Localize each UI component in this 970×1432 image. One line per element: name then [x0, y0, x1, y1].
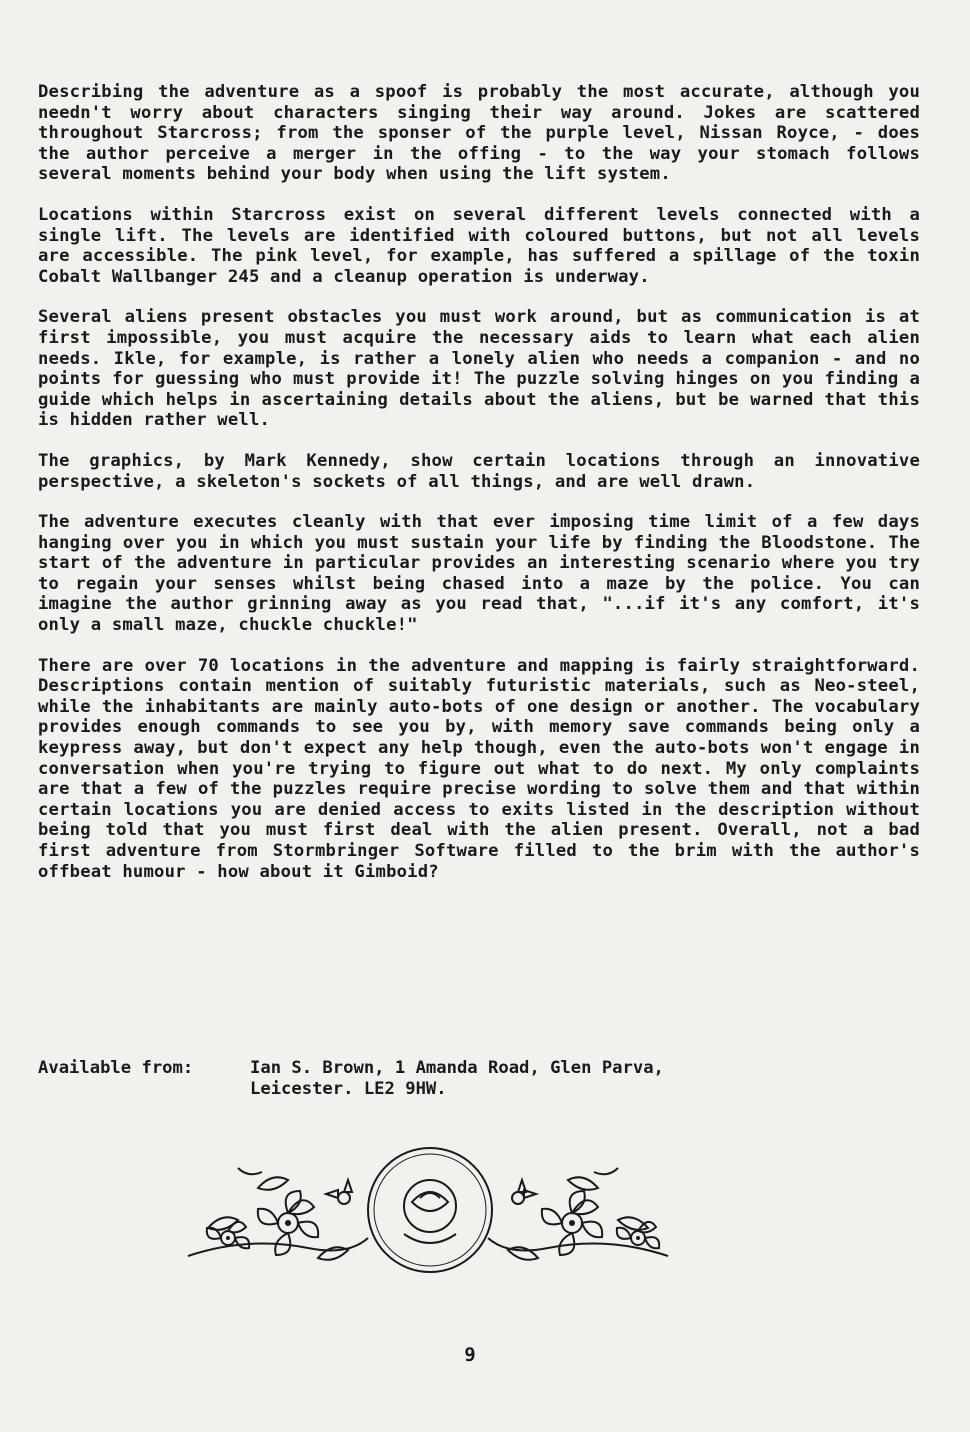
article-body [38, 82, 920, 902]
paragraph-graphics: The graphics, by Mark Kennedy, show certain locations through an innovative perspective, a skeleton's sockets of all things, and are well drawn. [38, 450, 920, 492]
page-number: 9 [464, 1344, 476, 1366]
paragraph-mapping: There are over 70 locations in the adventure and mapping is fairly straightforward. Descriptions contain mention of suitably futuristic materials, such as Neo-steel, while the inhabitants are mainly auto-bots of one design or another. The vocabulary provides enough commands to see you by, with memory save commands being only a keypress away, but don't expect any help though, even the auto-bots won't engage in conversation when you're trying to figure out what to do next. My only complaints are that a few of the puzzles require precise wording to solve them and that within certain locations you are denied access to exits listed in the description without being told that you must first deal with the alien present. Overall, not a bad first adventure from Stormbringer Software filled to the brim with the author's offbeat humour - how about it Gimboid? [38, 655, 920, 882]
paragraph-execution: The adventure executes cleanly with that ever imposing time limit of a few days hanging over you in which you must sustain your life by finding the Bloodstone. The start of the adventure in particular provides an interesting scenario where you try to regain your senses whilst being chased into a maze by the police. You can imagine the author grinning away as you read that, "...if it's any comfort, it's only a small maze, chuckle chuckle!" [38, 512, 920, 636]
paragraph-aliens: Several aliens present obstacles you must work around, but as communication is at first impossible, you must acquire the necessary aids to learn what each alien needs. Ikle, for example, is rather a lonely alien who needs a companion - and no points for guessing who must provide it! The puzzle solving hinges on you finding a guide which helps in ascertaining details about the aliens, but be warned that this is hidden rather well. [38, 307, 920, 431]
address-line-1: Ian S. Brown, 1 Amanda Road, Glen Parva, [250, 1058, 664, 1078]
floral-ornament-icon [168, 1128, 688, 1278]
paragraph-spoof: Describing the adventure as a spoof is probably the most accurate, although you needn't worry about characters singing their way around. Jokes are scattered throughout Starcross; from the sponser of the purple level, Nissan Royce, - does the author perceive a merger in the offing - to the way your stomach follows several moments behind your body when using the lift system. [38, 82, 920, 185]
address-line-2: Leicester. LE2 9HW. [250, 1079, 447, 1099]
availability-block [38, 1058, 920, 1100]
availability-label: Available from: [38, 1058, 194, 1078]
paragraph-locations: Locations within Starcross exist on several different levels connected with a single lift. The levels are identified with coloured buttons, but not all levels are accessible. The pink level, for example, has suffered a spillage of the toxin Cobalt Wallbanger 245 and a cleanup operation is underway. [38, 204, 920, 287]
